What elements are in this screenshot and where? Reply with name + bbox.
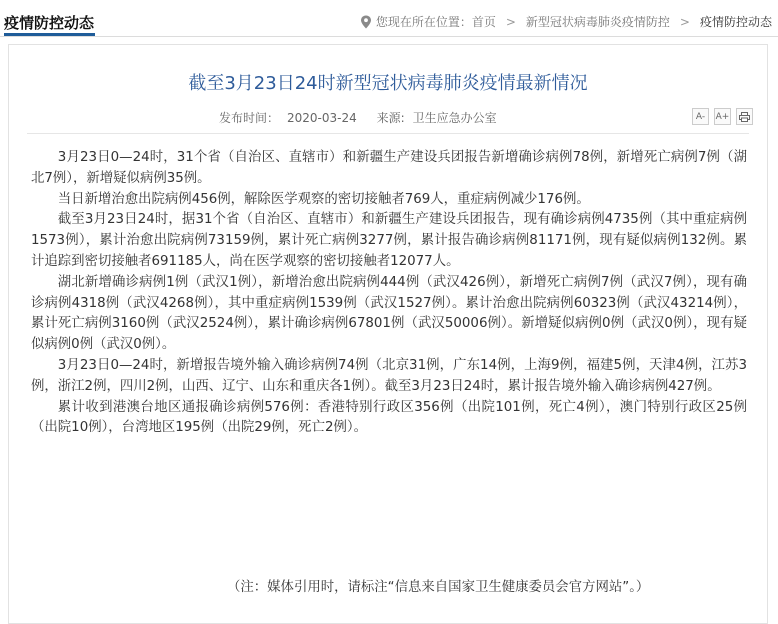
font-decrease-button[interactable]: A- [692,108,709,125]
article-title: 截至3月23日24时新型冠状病毒肺炎疫情最新情况 [188,73,588,94]
article-paragraph: 3月23日0—24时，新增报告境外输入确诊病例74例（北京31例，广东14例，上海9例，福建5例，天津4例，江苏3例，浙江2例，四川2例，山西、辽宁、山东和重庆各1例）。截至3月23日24时，累计报告境外输入确诊病例427例。 [31,357,747,394]
article-paragraph: 截至3月23日24时，据31个省（自治区、直辖市）和新疆生产建设兵团报告，现有确诊病例4735例（其中重症病例1573例），累计治愈出院病例73159例，累计死亡病例3277例，累计报告确诊病例81171例，现有疑似病例132例。累计追踪到密切接触者691185人，尚在医学观察的密切接触者12077人。 [31,212,747,269]
article-source [377,111,505,125]
media-citation-note: （注：媒体引用时，请标注“信息来自国家卫生健康委员会官方网站”。） [227,580,650,595]
section-title: 疫情防控动态 [4,14,95,32]
location-pin-icon [360,15,372,29]
publish-time [219,111,365,125]
breadcrumb-epidemic-control-link[interactable]: 新型冠状病毒肺炎疫情防控 [525,15,670,29]
article-body [31,148,747,439]
publish-time-label: 发布时间： [219,111,280,125]
article-paragraph: 3月23日0—24时，31个省（自治区、直辖市）和新疆生产建设兵团报告新增确诊病例78例，新增死亡病例7例（湖北7例），新增疑似病例35例。 [31,150,747,186]
printer-icon [739,112,750,122]
font-increase-button[interactable]: A+ [714,108,731,125]
breadcrumb-home-link[interactable]: 首页 [471,15,496,29]
breadcrumb-separator-icon: > [679,14,690,29]
font-tools [687,108,753,125]
article-meta [219,109,513,126]
breadcrumb-current-page: 疫情防控动态 [699,15,772,29]
print-button[interactable] [736,108,753,125]
breadcrumb [360,13,772,30]
source-value: 卫生应急办公室 [412,111,497,125]
article-paragraph: 累计收到港澳台地区通报确诊病例576例：香港特别行政区356例（出院101例，死亡4例），澳门特别行政区25例（出院10例），台湾地区195例（出院29例，死亡2例）。 [31,399,747,436]
source-label: 来源: [376,111,405,125]
article-paragraph: 当日新增治愈出院病例456例，解除医学观察的密切接触者769人，重症病例减少176例。 [57,191,590,207]
top-bar [0,0,778,37]
article-container [8,44,768,624]
breadcrumb-separator-icon: > [505,14,516,29]
meta-divider [27,133,749,134]
article-paragraph: 湖北新增确诊病例1例（武汉1例），新增治愈出院病例444例（武汉426例），新增死亡病例7例（武汉7例），现有确诊病例4318例（武汉4268例），其中重症病例1539例（武汉1527例）。累计治愈出院病例60323例（武汉43214例），累计死亡病例3160例（武汉2524例），累计确诊病例67801例（武汉50006例）。新增疑似病例0例（武汉0例），现有疑似病例0例（武汉0例）。 [31,274,747,353]
section-title-underline [4,33,95,36]
breadcrumb-label: 您现在所在位置： [375,15,472,29]
publish-date: 2020-03-24 [287,111,357,125]
